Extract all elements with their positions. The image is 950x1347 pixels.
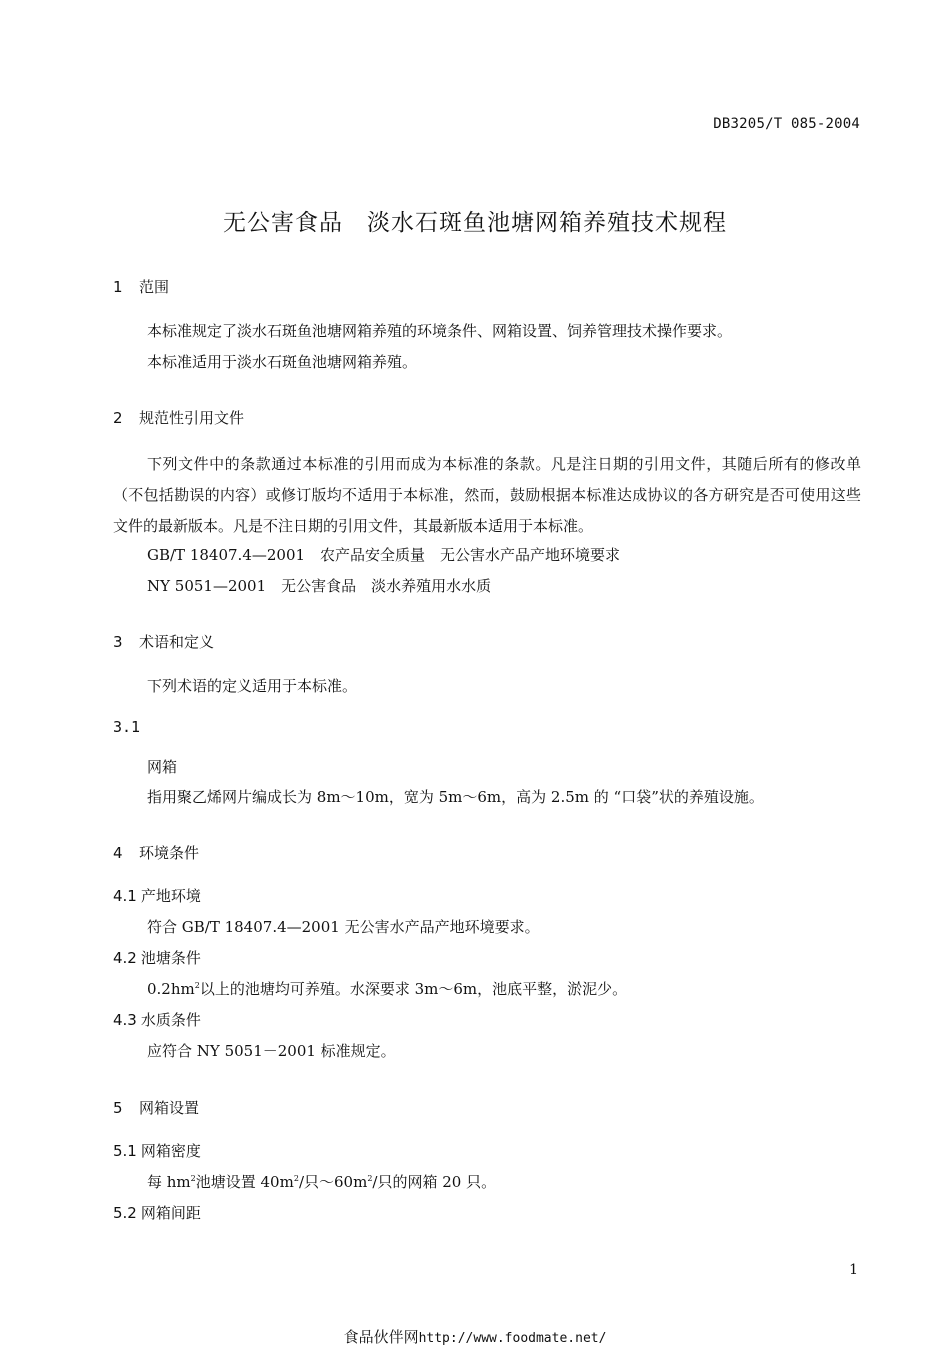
text-run: 以上的池塘均可养殖。水深要求 3m～6m，池底平整，淤泥少。	[199, 980, 628, 998]
paragraph: 本标准适用于淡水石斑鱼池塘网箱养殖。	[147, 353, 418, 371]
document-code: DB3205/T 085-2004	[713, 116, 860, 132]
subsection-heading-5-2	[113, 1202, 201, 1223]
subsection-title: 水质条件	[140, 1011, 201, 1029]
paragraph: 符合 GB/T 18407.4—2001 无公害水产品产地环境要求。	[147, 918, 540, 936]
footer-url[interactable]: http://www.foodmate.net/	[418, 1331, 607, 1346]
section-number: 1	[113, 278, 123, 296]
subsection-number: 4.3	[113, 1011, 137, 1029]
text-run: 0.2hm	[147, 980, 195, 998]
section-title: 网箱设置	[139, 1099, 200, 1117]
subsection-heading-4-2	[113, 947, 201, 968]
superscript: 2	[194, 981, 200, 990]
text-run: 池塘设置 40m	[195, 1173, 294, 1191]
paragraph: 下列术语的定义适用于本标准。	[147, 677, 358, 695]
document-title: 无公害食品 淡水石斑鱼池塘网箱养殖技术规程	[223, 210, 727, 236]
subsection-number: 4.1	[113, 887, 137, 905]
reference-item: GB/T 18407.4—2001 农产品安全质量 无公害水产品产地环境要求	[147, 546, 621, 564]
subsection-title: 网箱间距	[140, 1204, 201, 1222]
page-number: 1	[849, 1262, 858, 1278]
superscript: 2	[367, 1174, 373, 1183]
subsection-heading-4-3	[113, 1009, 201, 1030]
subsection-title: 池塘条件	[140, 949, 201, 967]
term: 网箱	[147, 758, 178, 776]
paragraph	[147, 978, 627, 999]
subsection-heading-5-1	[113, 1140, 201, 1161]
text-run: /只的网箱 20 只。	[372, 1173, 497, 1191]
paragraph-normative-references: 下列文件中的条款通过本标准的引用而成为本标准的条款。凡是注日期的引用文件，其随后所有的修改单（不包括勘误的内容）或修订版均不适用于本标准，然而，鼓励根据本标准达成协议的各方研究是否可使用这些文件的最新版本。凡是不注日期的引用文件，其最新版本适用于本标准。	[113, 455, 861, 535]
subsection-heading-4-1	[113, 885, 201, 906]
superscript: 2	[190, 1174, 196, 1183]
text-run: /只～60m	[298, 1173, 368, 1191]
footer	[0, 1326, 950, 1347]
text-run: 每 hm	[147, 1173, 191, 1191]
superscript: 2	[293, 1174, 299, 1183]
footer-site-name: 食品伙伴网	[343, 1328, 419, 1346]
subsection-title: 产地环境	[140, 887, 201, 905]
section-number: 2	[113, 409, 123, 427]
section-title: 规范性引用文件	[139, 409, 245, 427]
section-title: 环境条件	[139, 844, 200, 862]
section-title: 术语和定义	[139, 633, 215, 651]
subsection-number: 5.1	[113, 1142, 137, 1160]
paragraph: 本标准规定了淡水石斑鱼池塘网箱养殖的环境条件、网箱设置、饲养管理技术操作要求。	[147, 322, 733, 340]
section-number: 3	[113, 633, 123, 651]
section-heading-3	[113, 631, 214, 652]
section-heading-2	[113, 407, 244, 428]
paragraph: 应符合 NY 5051－2001 标准规定。	[147, 1042, 396, 1060]
subsection-number: 3.1	[113, 718, 141, 736]
term-definition: 指用聚乙烯网片编成长为 8m～10m，宽为 5m～6m，高为 2.5m 的 “口袋”状的养殖设施。	[147, 788, 764, 806]
section-number: 4	[113, 844, 123, 862]
subsection-title: 网箱密度	[140, 1142, 201, 1160]
subsection-number: 4.2	[113, 949, 137, 967]
section-number: 5	[113, 1099, 123, 1117]
section-heading-5	[113, 1097, 199, 1118]
paragraph	[147, 1171, 496, 1192]
section-title: 范围	[139, 278, 170, 296]
reference-item: NY 5051—2001 无公害食品 淡水养殖用水水质	[147, 577, 492, 595]
subsection-number: 5.2	[113, 1204, 137, 1222]
section-heading-4	[113, 842, 199, 863]
section-heading-1	[113, 276, 169, 297]
